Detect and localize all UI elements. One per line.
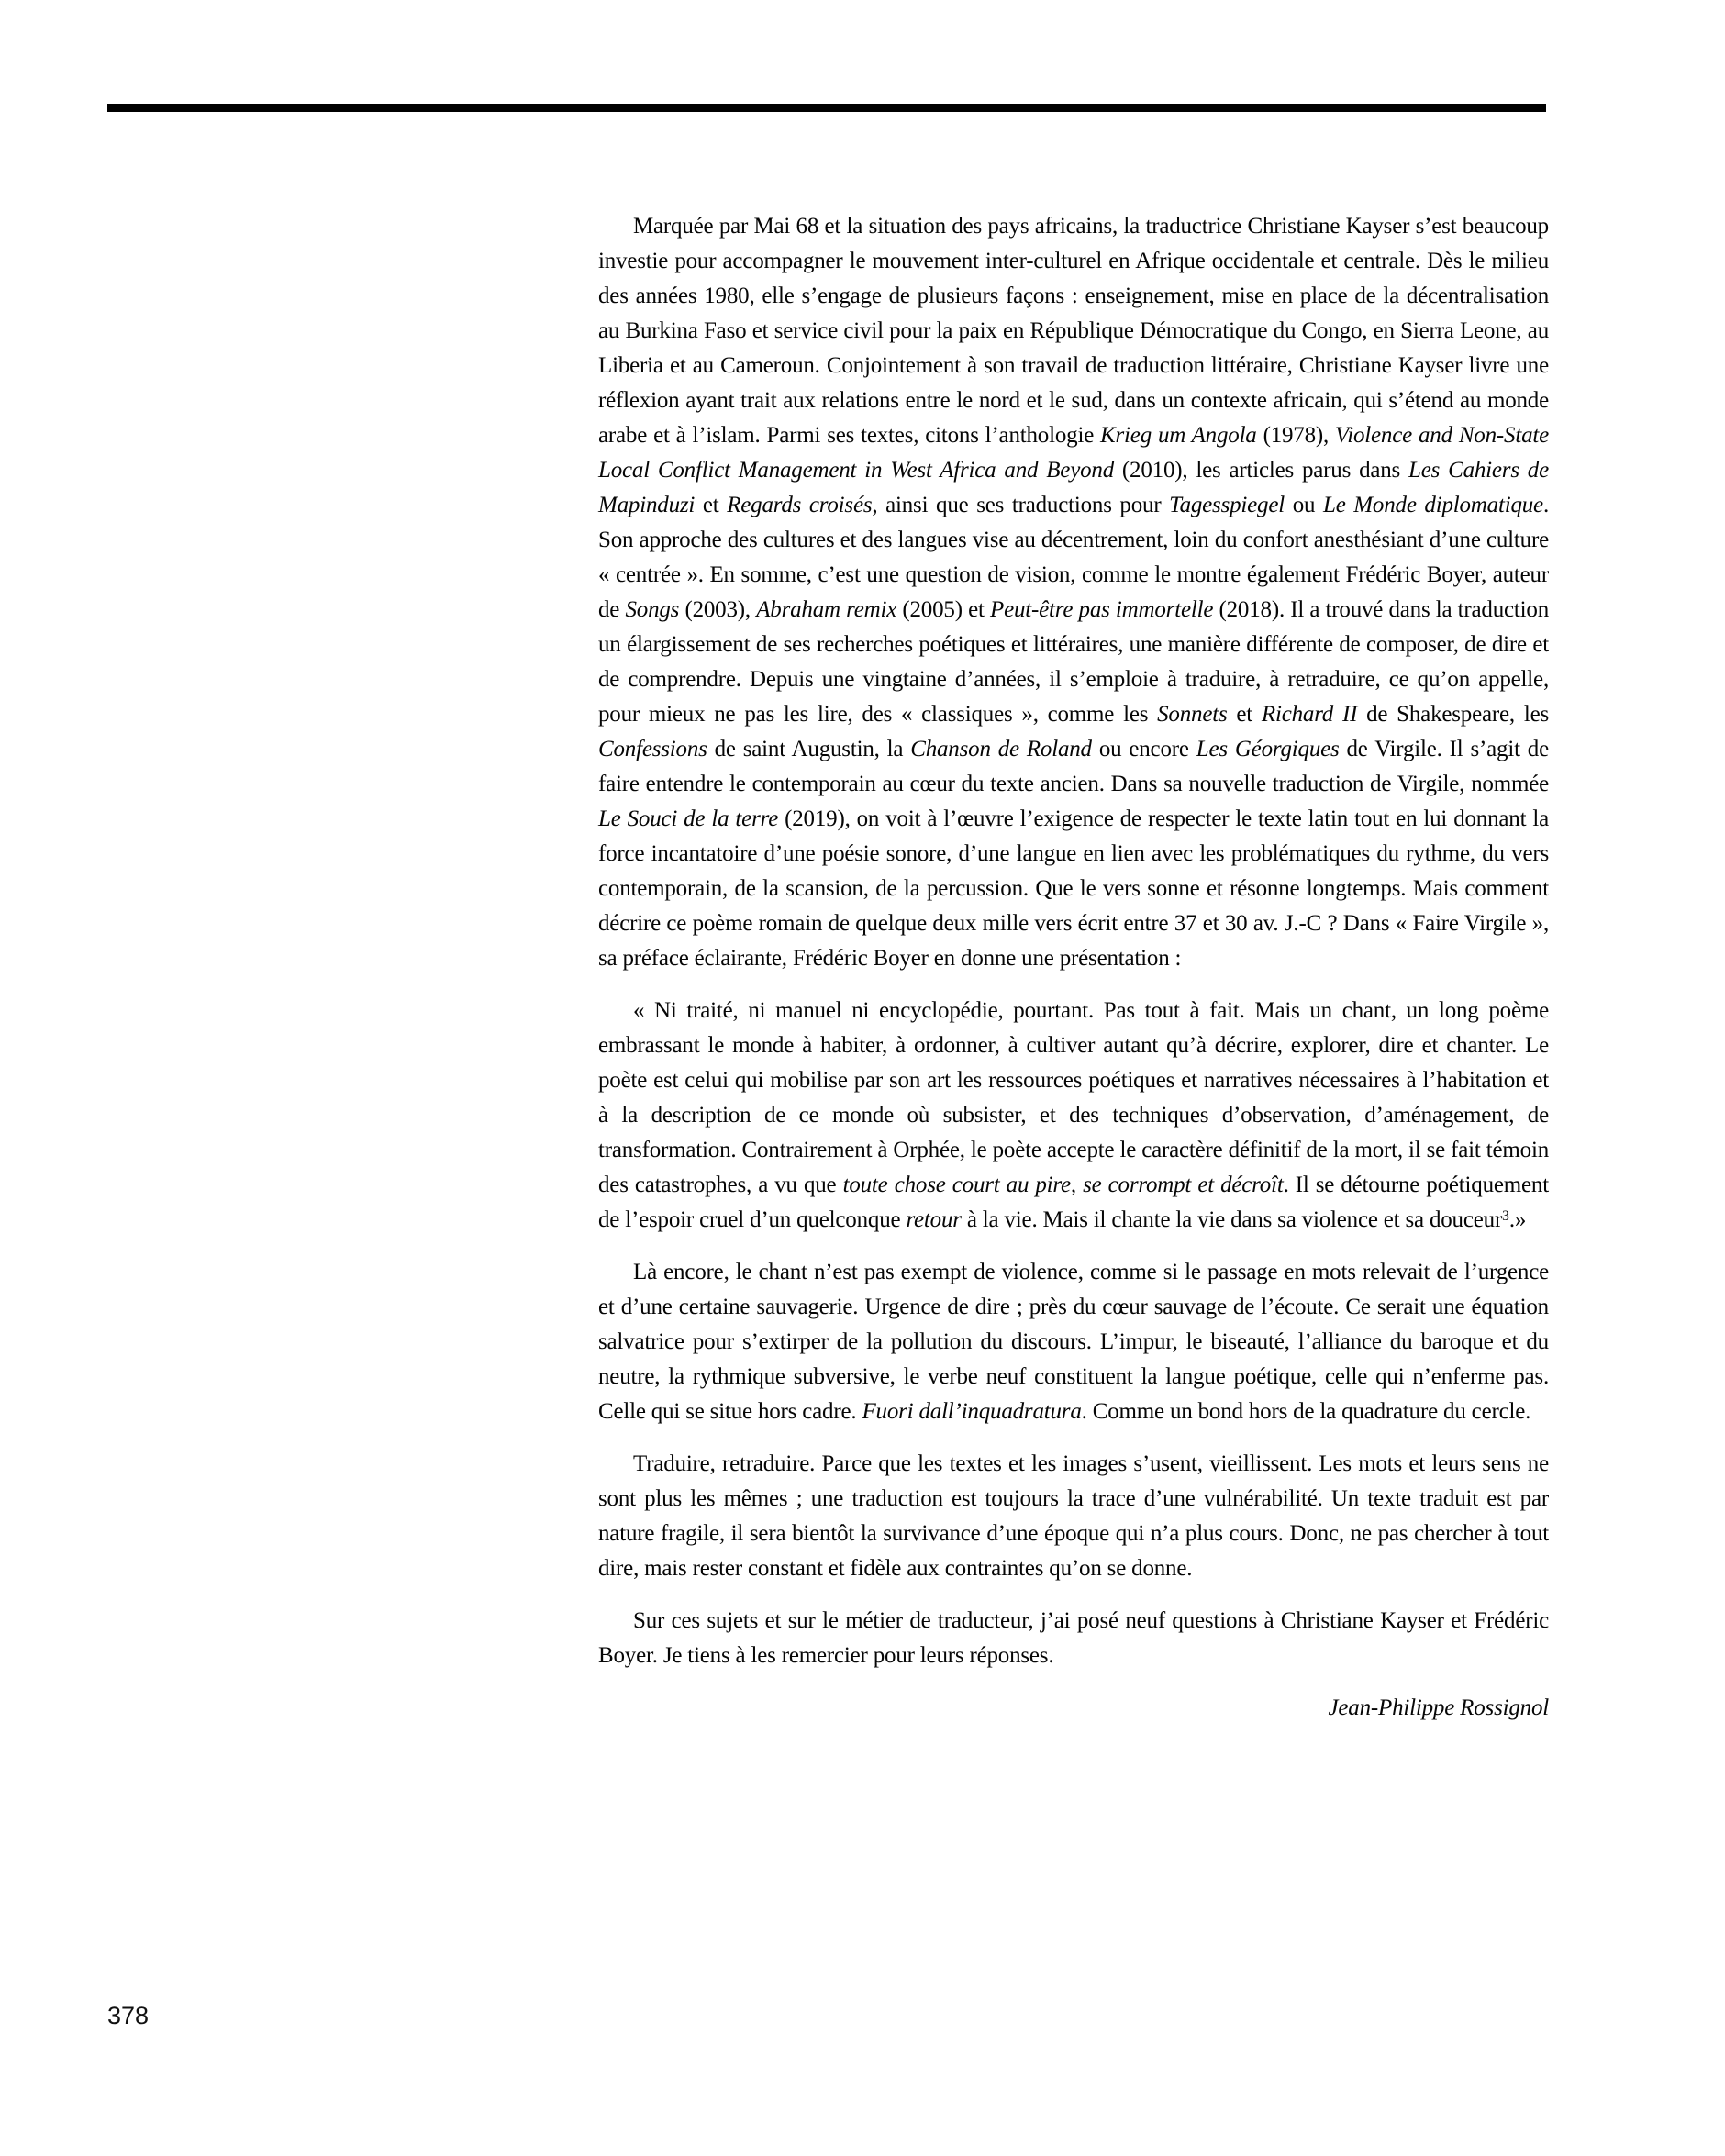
text-run: (2003), (679, 597, 757, 622)
footnote-marker: 3 (1502, 1208, 1509, 1225)
text-run: de Virgile. Il s’agit de faire entendre le contemporain au cœur du texte ancien. Dans sa nouvelle traduction de Virgile, nommée (598, 737, 1549, 796)
italic-text-run: retour (906, 1207, 962, 1232)
text-run: (1978), (1256, 423, 1336, 448)
italic-text-run: Krieg um Angola (1100, 423, 1257, 448)
italic-text-run: toute chose court au pire, se corrompt et décroît (842, 1172, 1284, 1197)
paragraph-traduire-retraduire (598, 1447, 1549, 1586)
text-run: de saint Augustin, la (707, 737, 911, 761)
page-number: 378 (107, 2002, 150, 2029)
italic-text-run: Chanson de Roland (910, 737, 1092, 761)
text-run: « Ni traité, ni manuel ni encyclopédie, pourtant. Pas tout à fait. Mais un chant, un long poème embrassant le monde à habiter, à ordonner, à cultiver autant qu’à décrire, explorer, dire et chanter. Le poète est celui qui mobilise par son art les ressources poétiques et narratives nécessaires à l’habitation et à la description de ce monde où subsister, et des techniques d’observation, d’aménagement, de transformation. Contrairement à Orphée, le poète accepte le caractère définitif de la mort, il se fait témoin des catastrophes, a vu que (598, 998, 1549, 1197)
text-run: (2018). Il a trouvé dans la traduction un élargissement de ses recherches poétiques et littéraires, une manière différente de composer, de dire et de comprendre. Depuis une vingtaine d’années, il s’emploie à traduire, à retraduire, ce qu’on appelle, pour mieux ne pas les lire, des « classiques », comme les (598, 597, 1549, 727)
text-run: Marquée par Mai 68 et la situation des pays africains, la traductrice Christiane Kayser s’est beaucoup investie pour accompagner le mouvement inter-culturel en Afrique occidentale et centrale. Dès le milieu des années 1980, elle s’engage de plusieurs façons : enseignement, mise en place de la décentralisation au Burkina Faso et service civil pour la paix en République Démocratique du Congo, en Sierra Leone, au Liberia et au Cameroun. Conjointement à son travail de traduction littéraire, Christiane Kayser livre une réflexion ayant trait aux relations entre le nord et le sud, dans un contexte africain, qui s’étend au monde arabe et à l’islam. Parmi ses textes, citons l’anthologie (598, 214, 1549, 448)
text-run: ou (1285, 493, 1323, 517)
paragraph-sur-ces-sujets (598, 1604, 1549, 1673)
italic-text-run: Les Cahiers de Mapinduzi (598, 458, 1549, 517)
top-rule (107, 104, 1546, 112)
text-run: .» (1508, 1207, 1527, 1232)
italic-text-run: Fuori dall’inquadratura (862, 1399, 1082, 1424)
italic-text-run: Le Monde diplomatique (1323, 493, 1543, 517)
text-run: Là encore, le chant n’est pas exempt de violence, comme si le passage en mots relevait de l’urgence et d’une certaine sauvagerie. Urgence de dire ; près du cœur sauvage de l’écoute. Ce serait une équation salvatrice pour s’extirper de la pollution du discours. L’impur, le biseauté, l’alliance du baroque et du neutre, la rythmique subversive, le verbe neuf constituent la langue poétique, celle qui n’enferme pas. Celle qui se situe hors cadre. (598, 1260, 1549, 1424)
text-run: (2005) et (896, 597, 990, 622)
italic-text-run: Regards croisés (727, 493, 873, 517)
italic-text-run: Violence and Non-State Local Conflict Management in West Africa and Beyond (598, 423, 1550, 483)
italic-text-run: Le Souci de la terre (598, 806, 779, 831)
text-run: et (695, 493, 728, 517)
text-run: Sur ces sujets et sur le métier de traducteur, j’ai posé neuf questions à Christiane Kayser et Frédéric Boyer. Je tiens à les remercier pour leurs réponses. (598, 1608, 1549, 1668)
article-body (598, 209, 1549, 1673)
text-run: . Il se détourne poétiquement de l’espoir cruel d’un quelconque (598, 1172, 1549, 1232)
italic-text-run: Abraham remix (756, 597, 897, 622)
text-run: , ainsi que ses traductions pour (872, 493, 1170, 517)
text-run: ou encore (1091, 737, 1196, 761)
text-run: à la vie. Mais il chante la vie dans sa violence et sa douceur (961, 1207, 1503, 1232)
italic-text-run: Tagesspiegel (1169, 493, 1285, 517)
text-run: Traduire, retraduire. Parce que les textes et les images s’usent, vieillissent. Les mots et leurs sens ne sont plus les mêmes ; une traduction est toujours la trace d’une vulnérabilité. Un texte traduit est par nature fragile, il sera bientôt la survivance d’une époque qui n’a plus cours. Donc, ne pas chercher à tout dire, mais rester constant et fidèle aux contraintes qu’on se donne. (598, 1451, 1549, 1581)
italic-text-run: Songs (625, 597, 680, 622)
text-run: . Son approche des cultures et des langues vise au décentrement, loin du confort anesthésiant d’une culture « centrée ». En somme, c’est une question de vision, comme le montre également Frédéric Boyer, auteur de (598, 493, 1549, 622)
italic-text-run: Peut-être pas immortelle (990, 597, 1214, 622)
paragraph-intro (598, 209, 1549, 976)
text-run: de Shakespeare, les (1357, 702, 1550, 727)
italic-text-run: Les Géorgiques (1196, 737, 1340, 761)
paragraph-citation (598, 994, 1549, 1238)
article (598, 209, 1549, 1726)
text-run: (2010), les articles parus dans (1114, 458, 1409, 483)
italic-text-run: Confessions (598, 737, 707, 761)
author-signature: Jean-Philippe Rossignol (1328, 1695, 1549, 1720)
italic-text-run: Richard II (1261, 702, 1358, 727)
text-run: . Comme un bond hors de la quadrature du cercle. (1081, 1399, 1531, 1424)
italic-text-run: Sonnets (1157, 702, 1228, 727)
text-run: (2019), on voit à l’œuvre l’exigence de respecter le texte latin tout en lui donnant la force incantatoire d’une poésie sonore, d’une langue en lien avec les problématiques du rythme, du vers contemporain, de la scansion, de la percussion. Que le vers sonne et résonne longtemps. Mais comment décrire ce poème romain de quelque deux mille vers écrit entre 37 et 30 av. J.-C ? Dans « Faire Virgile », sa préface éclairante, Frédéric Boyer en donne une présentation : (598, 806, 1549, 971)
paragraph-la-encore (598, 1255, 1549, 1429)
text-run: et (1227, 702, 1262, 727)
